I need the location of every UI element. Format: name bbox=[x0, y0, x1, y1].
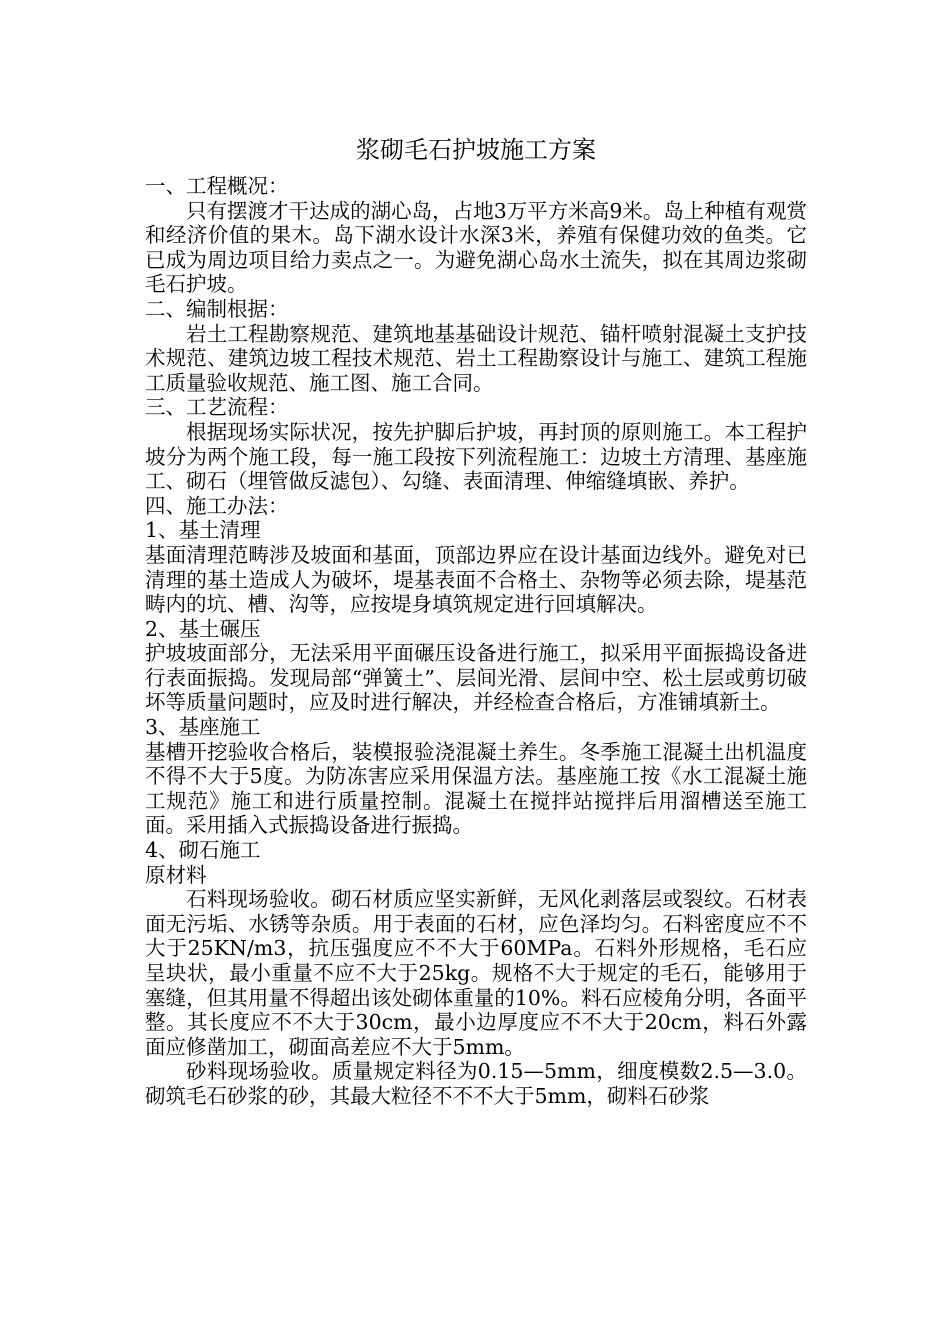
subsection-heading: 4、砌石施工 bbox=[145, 838, 261, 863]
paragraph: 砂料现场验收。质量规定料径为0.15—5mm，细度模数2.5—3.0。砌筑毛石砂浆的砂，其最大粒径不不不大于5mm，砌料石砂浆 bbox=[145, 1059, 807, 1108]
document-blocks bbox=[145, 174, 807, 1109]
section-heading: 三、工艺流程： bbox=[145, 395, 289, 420]
paragraph: 根据现场实际状况，按先护脚后护坡，再封顶的原则施工。本工程护坡分为两个施工段，每一施工段按下列流程施工：边坡土方清理、基座施工、砌石（埋管做反滤包）、勾缝、表面清理、伸缩缝填嵌、养护。 bbox=[145, 419, 807, 494]
paragraph: 只有摆渡才干达成的湖心岛，占地3万平方米高9米。岛上种植有观赏和经济价值的果木。岛下湖水设计水深3米，养殖有保健功效的鱼类。它已成为周边项目给力卖点之一。为避免湖心岛水土流失，拟在其周边浆砌毛石护坡。 bbox=[145, 198, 807, 297]
document-body bbox=[145, 132, 807, 1109]
document-title: 浆砌毛石护坡施工方案 bbox=[356, 136, 596, 164]
section-heading: 四、施工办法： bbox=[145, 493, 289, 518]
subsection-heading: 2、基土碾压 bbox=[145, 616, 261, 641]
paragraph: 基面清理范畴涉及坡面和基面，顶部边界应在设计基面边线外。避免对已清理的基土造成人为破坏，堤基表面不合格土、杂物等必须去除，堤基范畴内的坑、槽、沟等，应按堤身填筑规定进行回填解决。 bbox=[145, 542, 807, 617]
section-heading: 二、编制根据： bbox=[145, 296, 289, 321]
paragraph: 岩土工程勘察规范、建筑地基基础设计规范、锚杆喷射混凝土支护技术规范、建筑边坡工程技术规范、岩土工程勘察设计与施工、建筑工程施工质量验收规范、施工图、施工合同。 bbox=[145, 321, 807, 395]
subsection-heading: 1、基土清理 bbox=[145, 518, 261, 543]
paragraph: 基槽开挖验收合格后，装模报验浇混凝土养生。冬季施工混凝土出机温度不得不大于5度。为防冻害应采用保温方法。基座施工按《水工混凝土施工规范》施工和进行质量控制。混凝土在搅拌站搅拌后用溜槽送至施工面。采用插入式振捣设备进行振捣。 bbox=[145, 739, 807, 838]
subsection-heading: 原材料 bbox=[145, 862, 207, 887]
paragraph: 护坡坡面部分，无法采用平面碾压设备进行施工，拟采用平面振捣设备进行表面振捣。发现局部“弹簧土”、层间光滑、层间中空、松土层或剪切破坏等质量问题时，应及时进行解决，并经检查合格后，方准铺填新土。 bbox=[145, 641, 807, 715]
subsection-heading: 3、基座施工 bbox=[145, 715, 261, 740]
paragraph: 石料现场验收。砌石材质应坚实新鲜，无风化剥落层或裂纹。石材表面无污垢、水锈等杂质。用于表面的石材，应色泽均匀。石料密度应不不大于25KN/m3，抗压强度应不不大于60MPa。石料外形规格，毛石应呈块状，最小重量不应不大于25kg。规格不大于规定的毛石，能够用于塞缝，但其用量不得超出该处砌体重量的10%。料石应棱角分明，各面平整。其长度应不不大于30cm，最小边厚度应不不大于20cm，料石外露面应修凿加工，砌面高差应不大于5mm。 bbox=[145, 887, 807, 1059]
section-heading: 一、工程概况： bbox=[145, 174, 289, 198]
